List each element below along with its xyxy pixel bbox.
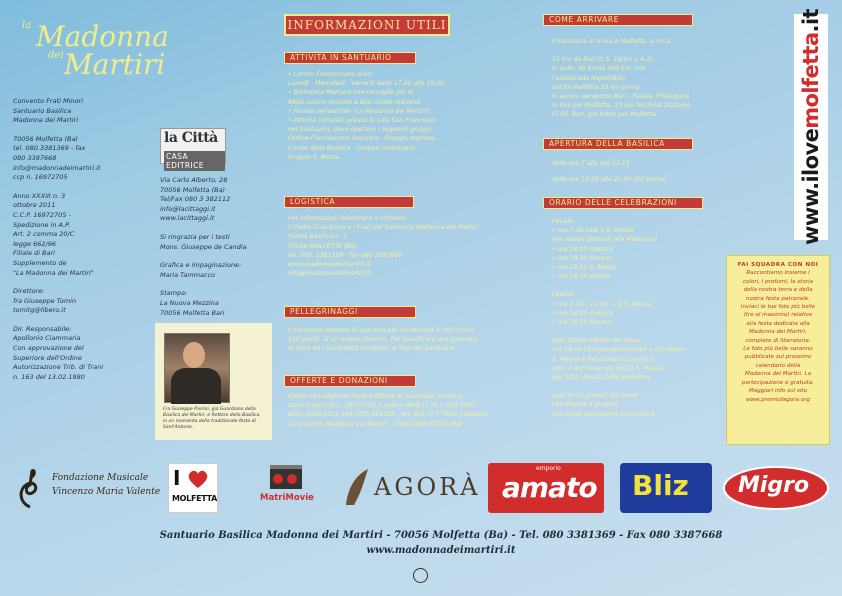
section-body-pellegrinaggi: Il Santuario dispone di una sala per conferenze e ritiri (circa 150 posti), di un ampio chiostro. Per pianificare una giornata di ritiro ed i spiritualità rivolgersi ai frati del Santuario bbox=[288, 327, 477, 353]
publisher-address: Via Carlo Alberto, 28 70056 Molfetta (Ba) Tel/Fax 080 3 382112 info@lacittaggi.it www.lacittaggi.it bbox=[160, 176, 231, 223]
publisher-info bbox=[160, 176, 276, 346]
left-panel bbox=[0, 0, 276, 450]
photo-caption: Fra Giuseppe Parrini, già Guardiano della Basilica dei Martiri, e Rettore della Basilica, in un momento della tradizionale festa di Sant'Antonio. bbox=[163, 407, 261, 430]
ilovemolfetta-url: www.ilovemolfetta.it bbox=[799, 9, 823, 245]
address-block: 70056 Molfetta (Ba) tel. 080.3381369 - fax 080 3387668 info@madonnadeimartiri.it ccp n. 16972705 bbox=[13, 134, 101, 182]
graphic-block: Grafica e impaginazione: Maria Tammacco bbox=[160, 261, 242, 279]
section-head-offerte: OFFERTE E DONAZIONI bbox=[284, 375, 416, 387]
section-head-apertura: APERTURA DELLA BASILICA bbox=[543, 138, 693, 150]
treble-clef-icon bbox=[12, 467, 48, 511]
section-head-logistica: LOGISTICA bbox=[284, 196, 414, 208]
masthead-martiri: Martiri bbox=[64, 48, 166, 81]
issue-block: Anno XXXIII n. 3 ottobre 2011 C.C.P. 16972705 - Spedizione in A.P. Art. 2 comma 20/C legge 662/96 Filiale di Bari Supplemento de "La Madonna dei Martiri" bbox=[13, 191, 94, 277]
sponsor-agora-logo: AGORÀ bbox=[344, 463, 474, 513]
promo-title: FAI SQUADRA CON NOI bbox=[737, 262, 819, 268]
print-block: Stampa: La Nuova Mezzina 70056 Molfetta Bari bbox=[160, 289, 225, 317]
footer-url[interactable]: www.madonnadeimartiri.it bbox=[366, 545, 516, 556]
thanks-block: Si ringrazia per i testi Mons. Giuseppe de Candia bbox=[160, 232, 247, 251]
publisher-block: Convento Frati Minori Santuario Basilica Madonna dei Martiri bbox=[13, 97, 83, 125]
director-block: Direttore: fra Giuseppe Tomin tomitg@libero.it bbox=[13, 287, 77, 315]
wing-icon bbox=[344, 467, 370, 507]
section-body-apertura: dalle ore 7 alle ore 12,15 dalle ore 15,30 alle 21,00 (22 estivo) bbox=[552, 160, 667, 184]
masthead-la: la bbox=[22, 20, 32, 31]
section-head-orario: ORARIO DELLE CELEBRAZIONI bbox=[543, 197, 703, 209]
la-citta-logo-sub: CASA EDITRICE bbox=[164, 151, 225, 171]
masthead-info bbox=[13, 97, 143, 391]
sponsor-migro-logo: Migro bbox=[722, 463, 830, 513]
sponsor-fondazione-logo: Fondazione Musicale Vincenzo Maria Valente bbox=[12, 463, 150, 513]
footer-address: Santuario Basilica Madonna dei Martiri - 70056 Molfetta (Ba) - Tel. 080 3381369 - Fax 080 3387668 bbox=[159, 530, 723, 541]
section-body-offerte: Coloro che vogliono inviare offerte al Santuario possono servirsi del ccp n. 16972705 o codice IBAN IT 35 V 033 5901 6001 0000 0012 444 (PER BESTER - BIC BCI TT 1 TMG) intestato a Convento Madonna dei Martiri - 70056 MOLFETTA (Ba) bbox=[288, 393, 488, 428]
masthead-madonna: Madonna bbox=[36, 20, 169, 53]
info-title: INFORMAZIONI UTILI bbox=[284, 14, 450, 36]
section-head-attivita: ATTIVITÀ IN SANTUARIO bbox=[284, 52, 416, 64]
sponsor-amato-logo: emporio amato bbox=[488, 463, 604, 513]
masthead-dei: dei bbox=[48, 50, 64, 61]
sponsors-row bbox=[0, 455, 842, 515]
promo-box: FAI SQUADRA CON NOI Raccontiamo insieme i colori, i profumi, la storia della nostra terra e della nostra festa patronale. Inviaci le tue foto più belle (tre al massimo) relative alla festa dedicata alla Madonna dei Martiri, complete di liberatoria. Le foto più belle saranno pubblicate sul prossimo calendario della Madonna dei Martiri. La partecipazione è gratuita. Maggiori info sul sito www.premiofagora.org bbox=[726, 255, 830, 445]
la-citta-logo bbox=[160, 128, 226, 170]
sponsor-ilovemolfetta-logo: I MOLFETTA bbox=[168, 463, 218, 513]
section-head-pellegrinaggi: PELLEGRINAGGI bbox=[284, 306, 416, 318]
friar-photo bbox=[164, 333, 230, 403]
heart-icon bbox=[187, 469, 209, 489]
section-body-logistica: Per informazioni telefonare o scrivere: Il Padre Guardiano e i Frati del Santuario Madonna dei Martiri Piazza Basilica n. 1 70056 MOLFETTA (BA) tel. 080. 3381369 - fax 080 3387668 www.madonnadeimartiri.it info@madonnadeimartiri.it bbox=[288, 215, 479, 278]
ilovemolfetta-banner bbox=[794, 9, 828, 245]
editor-block: Dir. Responsabile: Apollonio Ciammaria Con approvazione del Superiore dell'Ordine Autorizzazione Trib. di Trani n. 163 del 13.02.1980 bbox=[13, 324, 104, 381]
la-citta-logo-title: la Città bbox=[164, 130, 218, 146]
sponsor-matrimovie-logo: MatriMovie bbox=[258, 463, 318, 513]
section-body-come-arrivare: Il Santuario si trova a Molfetta, a circa 25 km da Bari (S.S. 16/bis o A-2). In auto: da Roma 450 km. con l'autostrada Napoli/Bari. Uscita Molfetta 20 km prima In aereo: aeroporto Bari - Palese. Proseguire in bus per Molfetta, 15 km Terminal Stazione FF.SS. Bari; poi treno per Molfetta bbox=[552, 38, 691, 119]
sponsor-bliz-logo: Bliz bbox=[620, 463, 712, 513]
section-head-come-arrivare: COME ARRIVARE bbox=[543, 14, 693, 26]
photo-card bbox=[155, 323, 272, 440]
section-body-orario: Feriale • ore 7,30 Lodi e S. Messa (nei sabati dedicati alla Madonna) • ore 16,00 Rosario • ore 18,30 Rosario • ore 19,00 S. Messa • ore 19,30 Vespro Festivo • ore 8-10 - 11,30 - 19 S. Messa • ore 16,00 Rosario • ore 18,30 Rosario ogni ultimo sabato del mese ore 18,00 Liturgia penitenziale a cui segue S. Messa e fiaccolata Eucaristica ogni 3 del mese ore 16,30 S. Messa per tutti i devoti della Madonna ogni terzo giovedì del mese (da ottobre a giugno) ore 20,00 Adorazione Eucaristica bbox=[552, 218, 685, 418]
footer bbox=[0, 528, 842, 558]
section-body-attivita: • Centro Francescano orari: Lunedì - Mercoledì - Venerdì dalle 17,30 alle 19,00 • Biblioteca Mariana che raccoglie più di 8800 volumi mariani e 800 riviste mariane. • Rivista semestrale "La Madonna dei Martiri"; • Attività culturali, presso la sala San Francesco nel Santuario, dove operano i seguenti gruppi: Ordine Francescano Secolare - Gruppo mariano Corale della Basilica - Gruppo ministranti Gruppo S. Marta. bbox=[288, 71, 445, 161]
page-marker-circle bbox=[413, 568, 428, 583]
film-icon bbox=[268, 463, 304, 491]
